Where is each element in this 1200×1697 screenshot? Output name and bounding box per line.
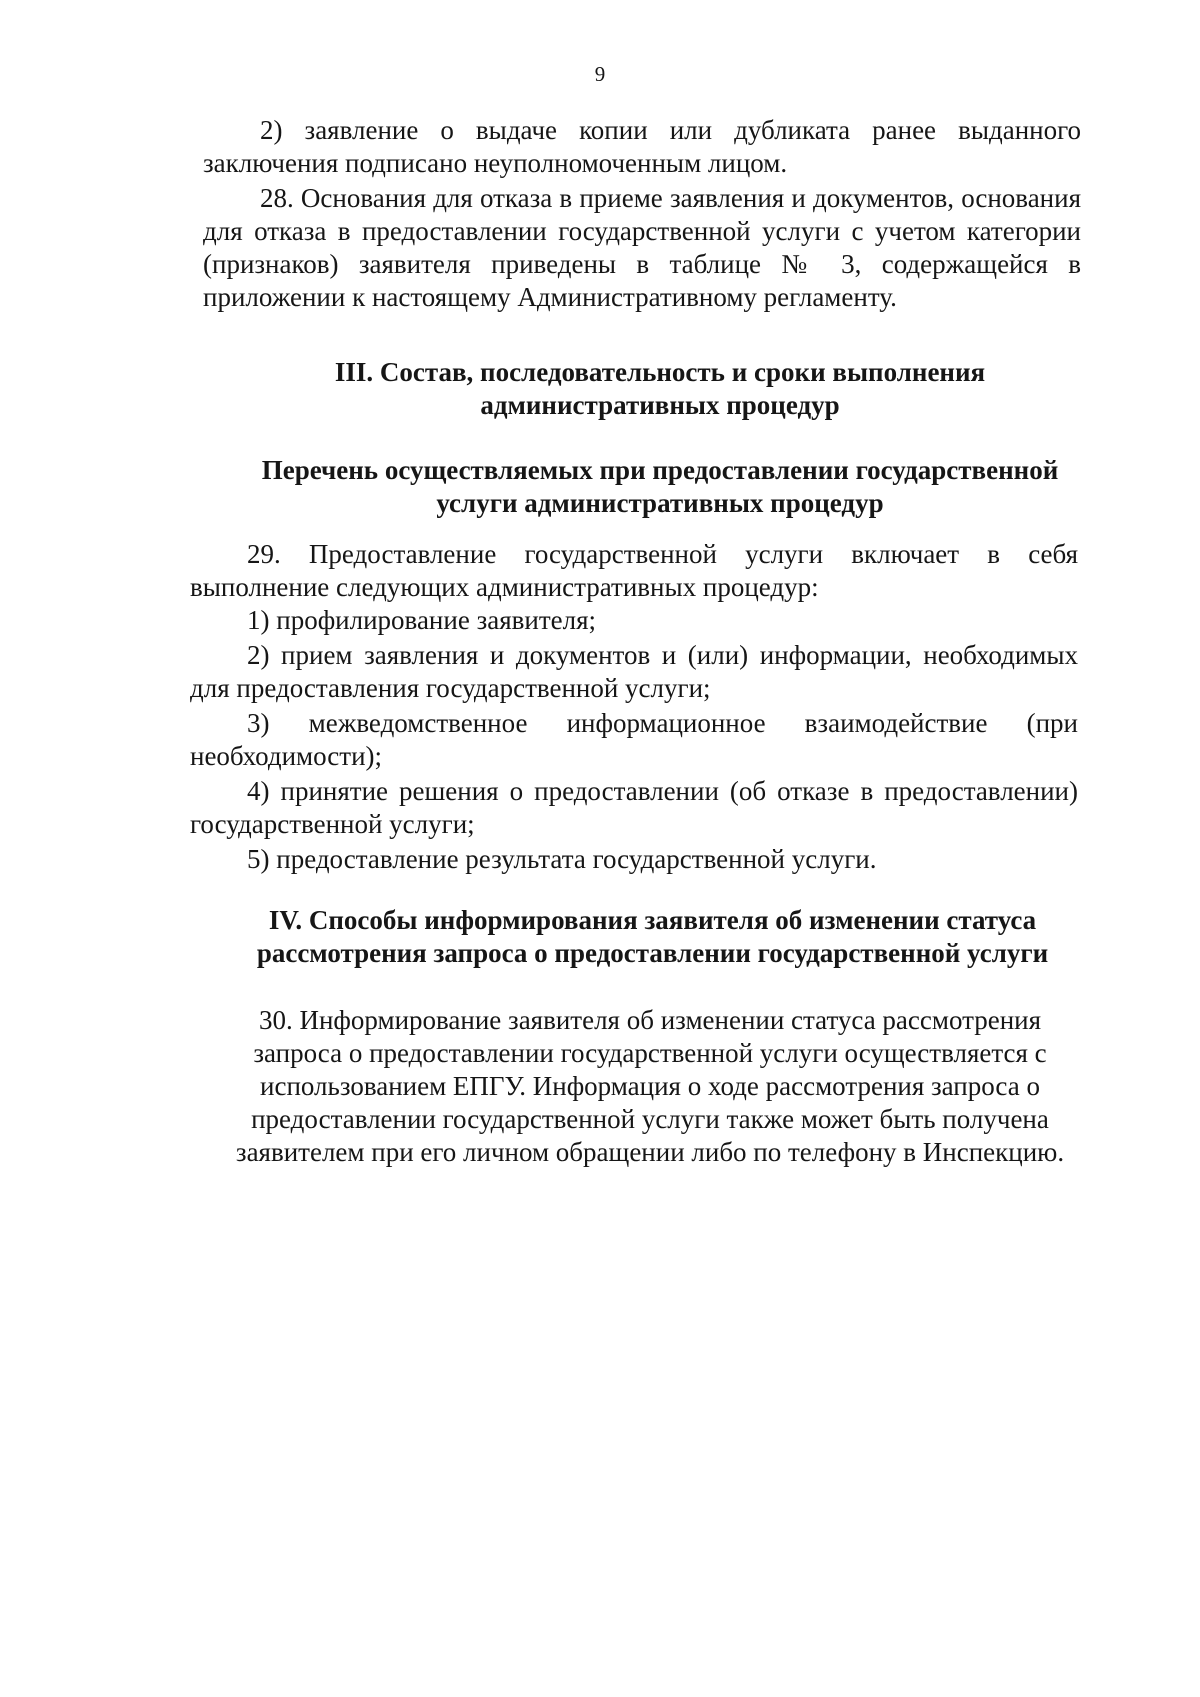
procedure-item-2: 2) прием заявления и документов и (или) информации, необходимых для предоставления государственной услуги; [190,640,1078,703]
paragraph-30-line: предоставлении государственной услуги также может быть получена [251,1104,1049,1134]
page-number: 9 [594,62,606,86]
procedure-item-3: 3) межведомственное информационное взаимодействие (при необходимости); [190,708,1078,771]
section-4-heading: IV. Способы информирования заявителя об изменении статуса рассмотрения запроса о предоставлении государственной услуги [256,905,1049,968]
paragraph-30-line: 30. Информирование заявителя об изменении статуса рассмотрения [258,1005,1042,1035]
paragraph-30-line: заявителем при его личном обращении либо по телефону в Инспекцию. [235,1137,1065,1167]
item-2-refusal-ground: 2) заявление о выдаче копии или дубликата ранее выданного заключения подписано неуполномоченным лицом. [203,115,1081,178]
paragraph-block-2 [190,538,1078,876]
procedure-item-4: 4) принятие решения о предоставлении (об отказе в предоставлении) государственной услуги; [190,776,1078,839]
paragraph-block-1 [203,114,1081,314]
paragraph-29: 29. Предоставление государственной услуги включает в себя выполнение следующих административных процедур: [190,539,1078,602]
paragraph-30-line: использованием ЕПГУ. Информация о ходе рассмотрения запроса о [260,1071,1040,1101]
paragraph-28: 28. Основания для отказа в приеме заявления и документов, основания для отказа в предоставлении государственной услуги с учетом категории (признаков) заявителя приведены в таблице № 3, содержащейся в приложении к настоящему Административному регламенту. [203,183,1081,312]
procedure-item-1: 1) профилирование заявителя; [247,605,597,635]
section-3-heading: III. Состав, последовательность и сроки выполнения административных процедур [334,357,986,420]
subsection-heading: Перечень осуществляемых при предоставлении государственной услуги административных процедур [261,455,1059,518]
paragraph-30 [200,1004,1100,1169]
procedure-item-5: 5) предоставление результата государственной услуги. [247,844,877,874]
paragraph-30-line: запроса о предоставлении государственной услуги осуществляется с [253,1038,1047,1068]
